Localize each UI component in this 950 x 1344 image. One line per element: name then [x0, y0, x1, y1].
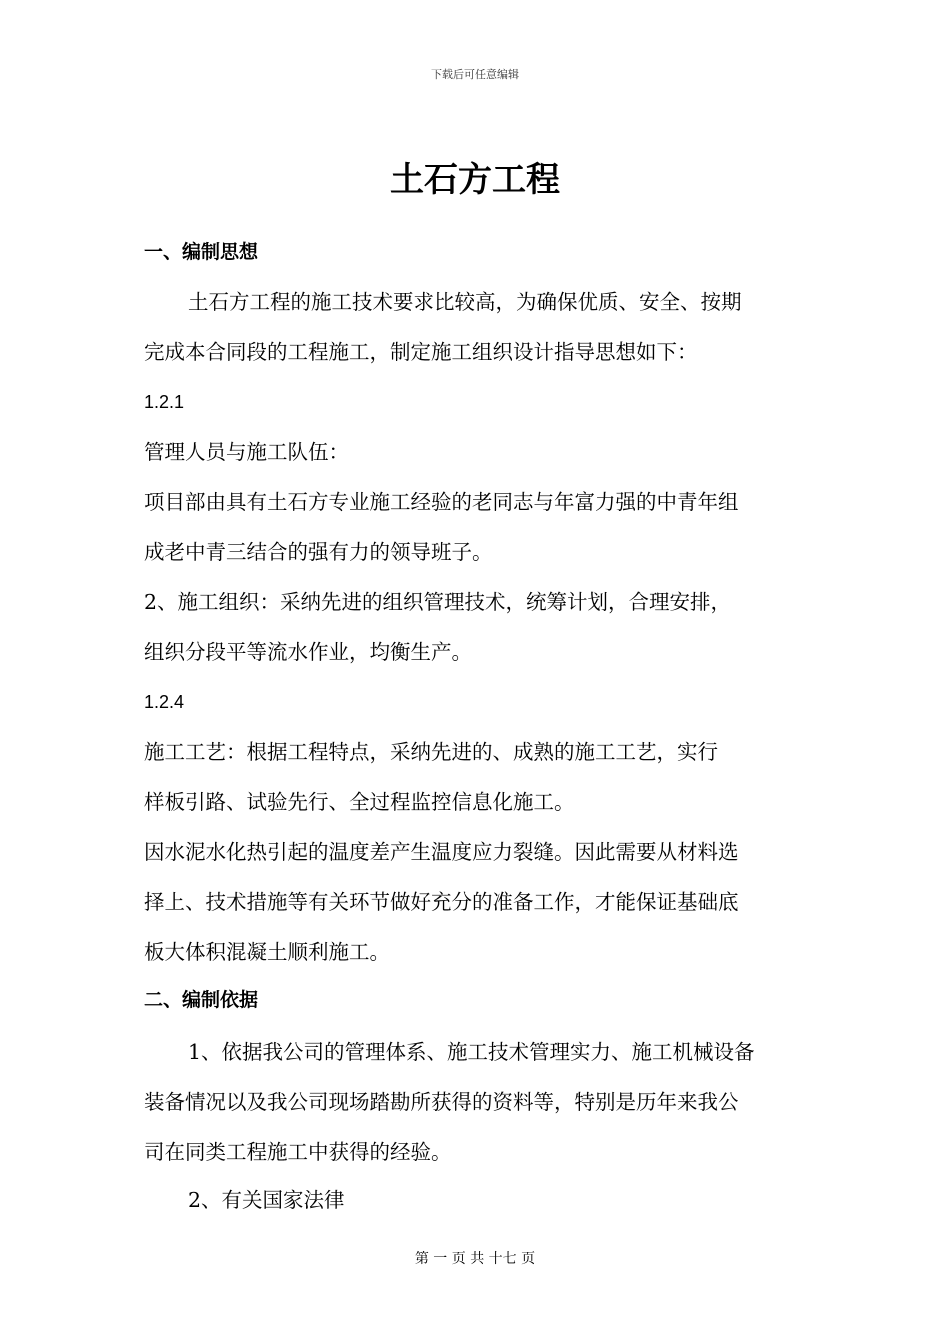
- list-item-line: 组织分段平等流水作业，均衡生产。: [144, 640, 472, 664]
- paragraph-line: 项目部由具有土石方专业施工经验的老同志与年富力强的中青年组: [144, 490, 739, 514]
- section-number: 1.2.4: [144, 692, 185, 712]
- list-item-line: 2、有关国家法律: [188, 1188, 345, 1212]
- paragraph-line: 土石方工程的施工技术要求比较高，为确保优质、安全、按期: [188, 290, 742, 314]
- list-item-line: 装备情况以及我公司现场踏勘所获得的资料等，特别是历年来我公: [144, 1090, 739, 1114]
- paragraph-line: 板大体积混凝土顺利施工。: [144, 940, 390, 964]
- paragraph-line: 成老中青三结合的强有力的领导班子。: [144, 540, 493, 564]
- paragraph-line: 完成本合同段的工程施工，制定施工组织设计指导思想如下：: [144, 340, 698, 364]
- list-item-line: 样板引路、试验先行、全过程监控信息化施工。: [144, 790, 575, 814]
- document-title: 土石方工程: [390, 160, 560, 200]
- page-footer: 第 一 页 共 十七 页: [414, 1251, 536, 1267]
- subheading-label: 管理人员与施工队伍：: [144, 440, 349, 464]
- paragraph-line: 因水泥水化热引起的温度差产生温度应力裂缝。因此需要从材料选: [144, 840, 739, 864]
- list-item-line: 2、施工组织：采纳先进的组织管理技术，统筹计划，合理安排，: [144, 590, 732, 614]
- section-number: 1.2.1: [144, 392, 185, 412]
- list-item-line: 1、依据我公司的管理体系、施工技术管理实力、施工机械设备: [188, 1040, 755, 1064]
- section-heading-1: 一、编制思想: [144, 241, 259, 263]
- list-item-line: 施工工艺：根据工程特点，采纳先进的、成熟的施工工艺，实行: [144, 740, 718, 764]
- page-header-note: 下载后可任意编辑: [431, 68, 519, 81]
- list-item-line: 司在同类工程施工中获得的经验。: [144, 1140, 452, 1164]
- paragraph-line: 择上、技术措施等有关环节做好充分的准备工作，才能保证基础底: [144, 890, 739, 914]
- section-heading-2: 二、编制依据: [144, 989, 259, 1011]
